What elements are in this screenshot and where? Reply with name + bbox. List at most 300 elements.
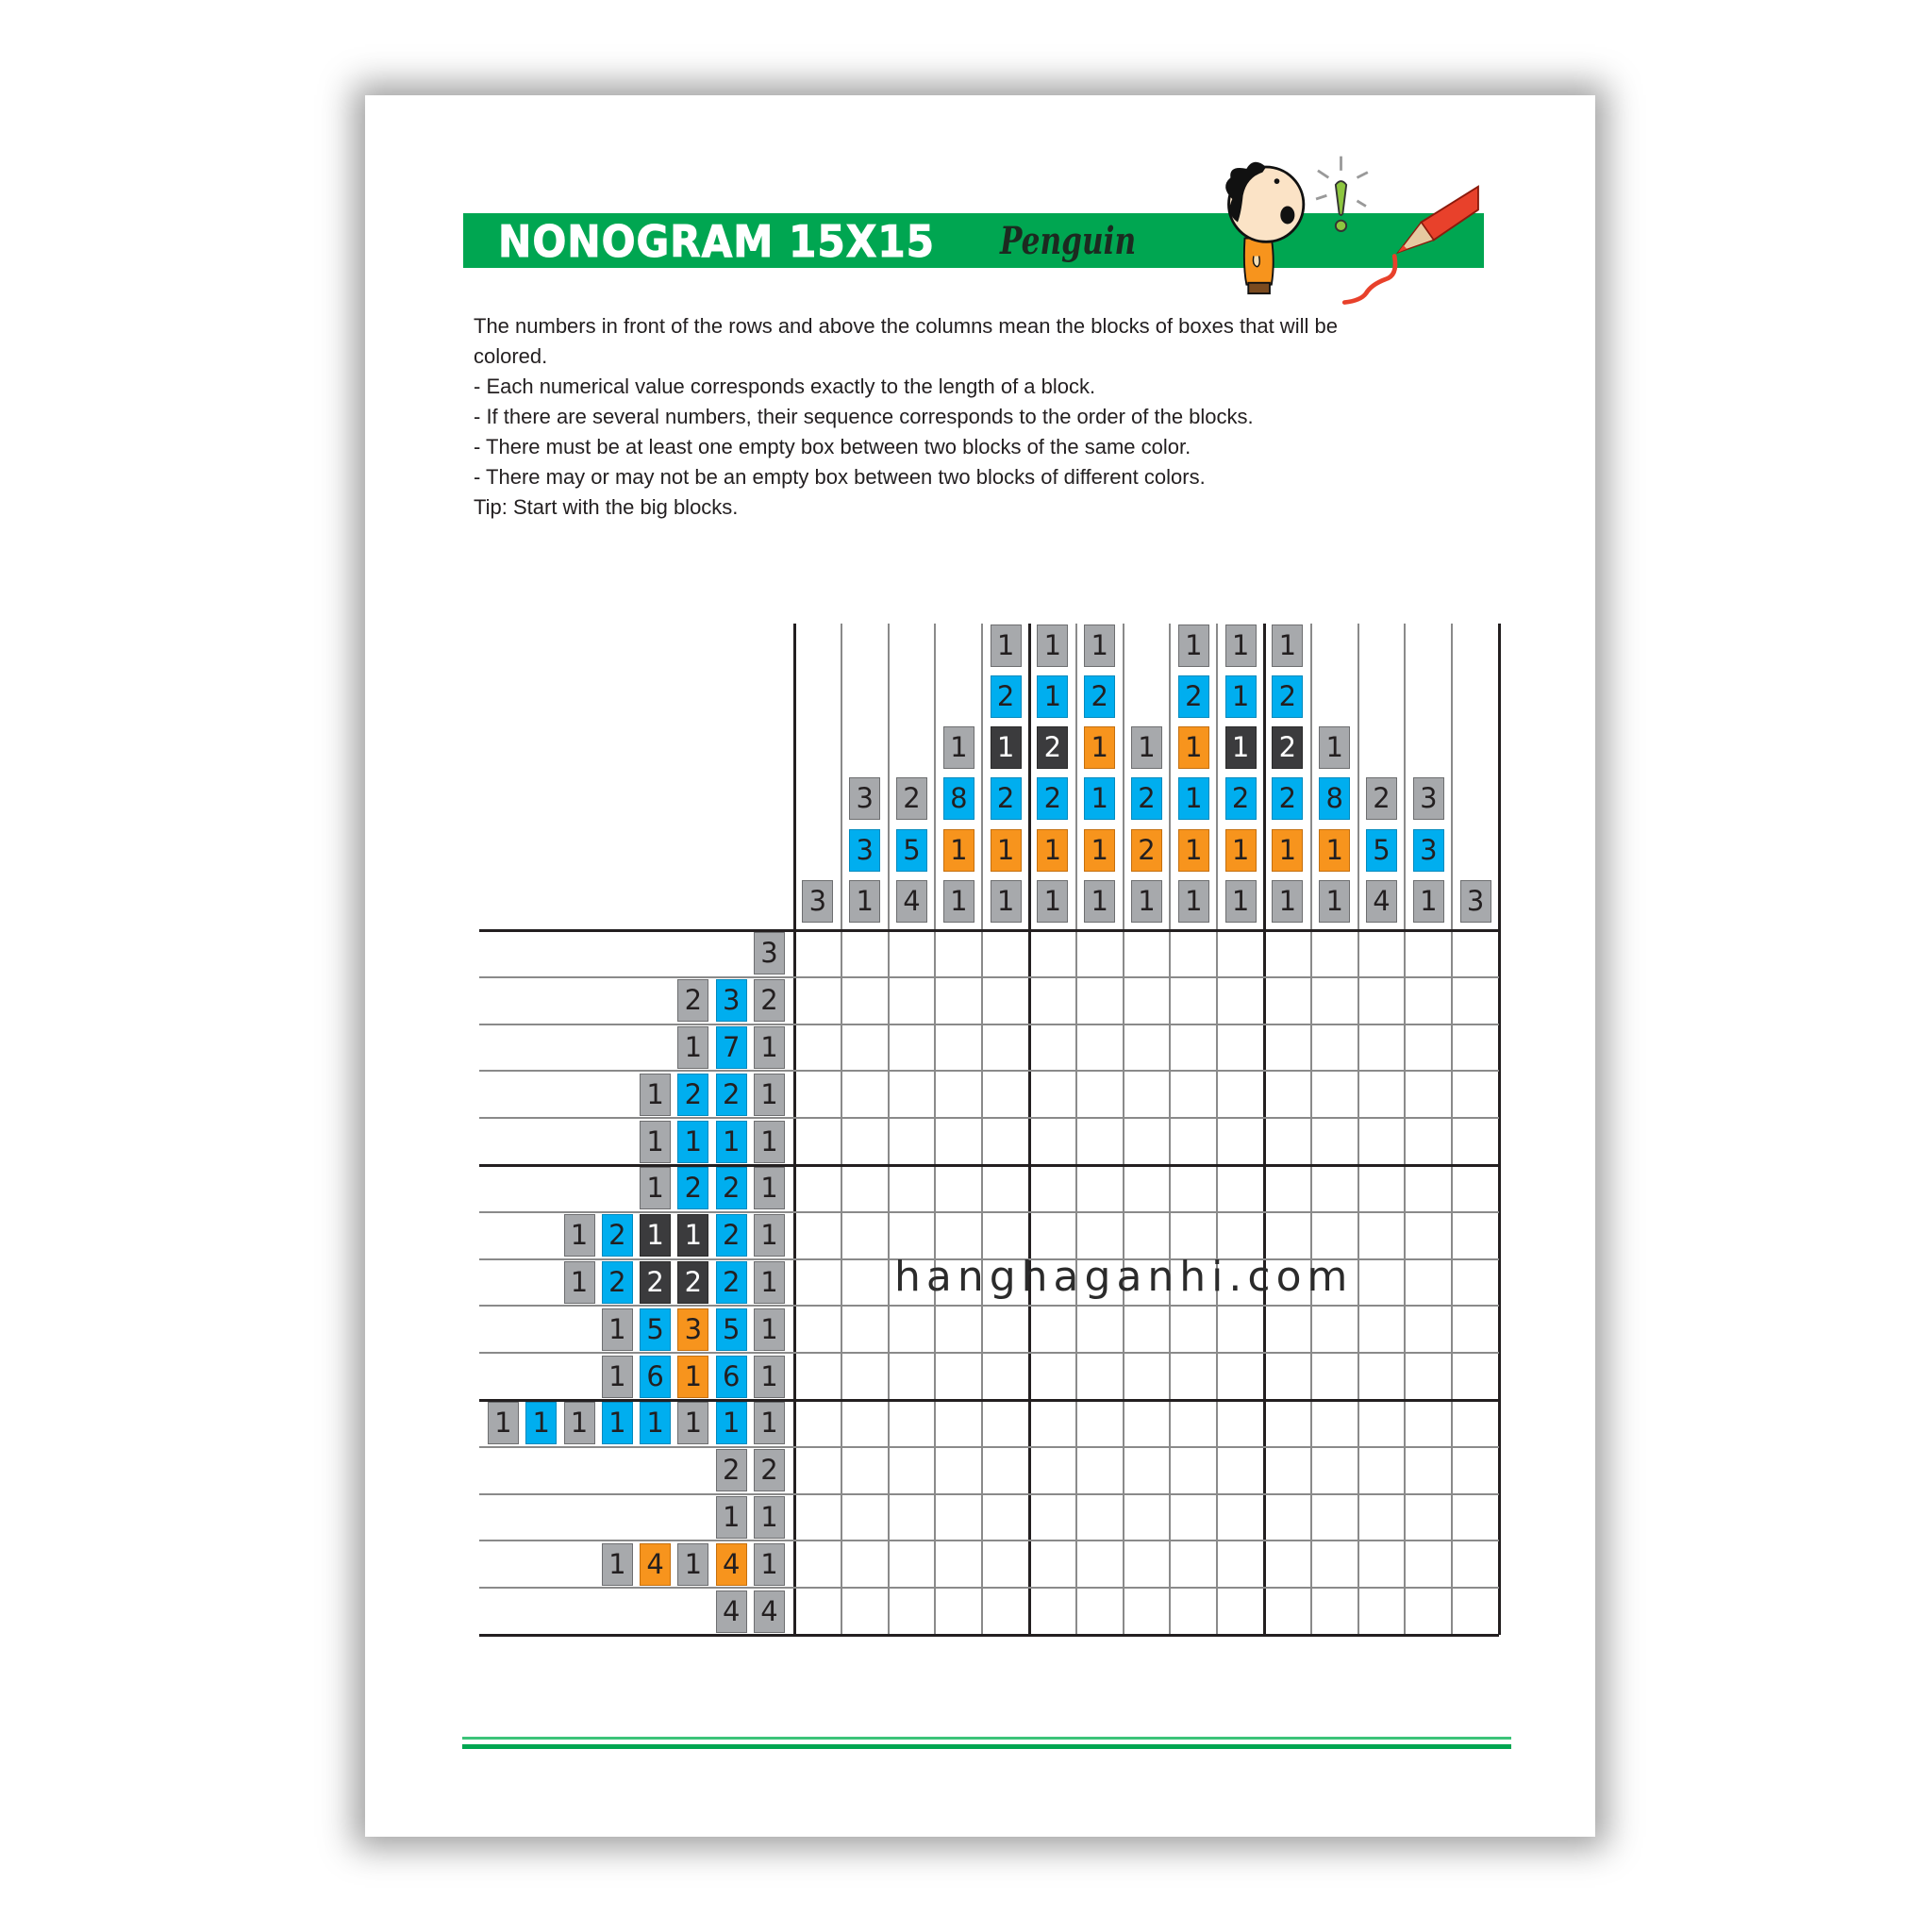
grid-cell[interactable] [1311, 1400, 1358, 1447]
grid-cell[interactable] [1405, 1024, 1452, 1072]
grid-cell[interactable] [935, 1588, 982, 1635]
grid-cell[interactable] [935, 1071, 982, 1118]
grid-cell[interactable] [1124, 1588, 1171, 1635]
row-clue-number: 1 [754, 1121, 785, 1163]
grid-cell[interactable] [1029, 1541, 1076, 1588]
grid-cell[interactable] [1029, 1071, 1076, 1118]
grid-cell[interactable] [1358, 1024, 1406, 1072]
grid-cell[interactable] [1170, 930, 1217, 977]
grid-cell[interactable] [1076, 1588, 1124, 1635]
row-clue-number: 1 [754, 1402, 785, 1444]
grid-cell[interactable] [889, 1447, 936, 1494]
grid-cell[interactable] [1358, 1165, 1406, 1212]
grid-cell[interactable] [1170, 1400, 1217, 1447]
grid-cell[interactable] [841, 1071, 889, 1118]
grid-cell[interactable] [1264, 1353, 1311, 1400]
grid-cell[interactable] [1452, 1118, 1499, 1165]
grid-cell[interactable] [1264, 1494, 1311, 1541]
grid-cell[interactable] [1076, 1447, 1124, 1494]
grid-cell[interactable] [935, 930, 982, 977]
grid-cell[interactable] [935, 1165, 982, 1212]
column-clue-number: 1 [1272, 880, 1303, 923]
grid-cell[interactable] [794, 1353, 841, 1400]
row-clue-number: 2 [677, 1074, 708, 1116]
grid-cell[interactable] [1452, 1024, 1499, 1072]
grid-cell[interactable] [794, 1494, 841, 1541]
grid-cell[interactable] [1170, 1118, 1217, 1165]
column-clue-number: 1 [1272, 829, 1303, 872]
footer-divider-thin [462, 1737, 1511, 1740]
grid-cell[interactable] [1452, 1494, 1499, 1541]
row-clue-number: 4 [640, 1543, 671, 1586]
column-clue-number: 8 [943, 777, 974, 820]
row-clue-number: 1 [677, 1214, 708, 1257]
grid-cell[interactable] [1358, 1259, 1406, 1307]
grid-cell[interactable] [982, 930, 1029, 977]
grid-cell[interactable] [841, 1306, 889, 1353]
grid-cell[interactable] [1358, 1400, 1406, 1447]
column-clue-number: 1 [1225, 880, 1257, 923]
row-clue-number: 1 [677, 1026, 708, 1069]
grid-cell[interactable] [841, 1165, 889, 1212]
grid-cell[interactable] [935, 1306, 982, 1353]
grid-cell[interactable] [982, 1306, 1029, 1353]
grid-cell[interactable] [1076, 1541, 1124, 1588]
grid-cell[interactable] [1170, 1353, 1217, 1400]
grid-cell[interactable] [1217, 930, 1264, 977]
grid-cell[interactable] [1217, 1024, 1264, 1072]
row-clue-number: 1 [677, 1356, 708, 1398]
grid-cell[interactable] [1452, 1306, 1499, 1353]
column-clue-number: 1 [1319, 726, 1350, 769]
grid-cell[interactable] [982, 1588, 1029, 1635]
row-clue-number: 2 [640, 1261, 671, 1304]
grid-cell[interactable] [1405, 1447, 1452, 1494]
grid-cell[interactable] [1170, 1306, 1217, 1353]
column-clue-number: 2 [991, 675, 1022, 718]
grid-cell[interactable] [1124, 1494, 1171, 1541]
column-clue-number: 1 [1037, 880, 1068, 923]
grid-cell[interactable] [1358, 1212, 1406, 1259]
puzzle-subtitle: Penguin [1000, 219, 1137, 263]
grid-cell[interactable] [1311, 1588, 1358, 1635]
grid-cell[interactable] [1264, 1071, 1311, 1118]
column-clue-number: 1 [991, 726, 1022, 769]
grid-cell[interactable] [1076, 1165, 1124, 1212]
row-clue-number: 1 [754, 1026, 785, 1069]
grid-cell[interactable] [935, 1400, 982, 1447]
grid-cell[interactable] [1029, 1024, 1076, 1072]
grid-cell[interactable] [1311, 1306, 1358, 1353]
row-clue-number: 7 [716, 1026, 747, 1069]
column-clue-number: 1 [991, 829, 1022, 872]
grid-cell[interactable] [794, 1165, 841, 1212]
grid-cell[interactable] [1124, 1118, 1171, 1165]
grid-cell[interactable] [1311, 1447, 1358, 1494]
row-clue-number: 1 [602, 1402, 633, 1444]
grid-cell[interactable] [1124, 977, 1171, 1024]
grid-cell[interactable] [1264, 1118, 1311, 1165]
column-clue-number: 5 [1366, 829, 1397, 872]
grid-cell[interactable] [794, 1024, 841, 1072]
grid-cell[interactable] [1029, 977, 1076, 1024]
grid-cell[interactable] [1311, 1353, 1358, 1400]
grid-cell[interactable] [1124, 1541, 1171, 1588]
grid-cell[interactable] [1170, 1447, 1217, 1494]
grid-cell[interactable] [1358, 977, 1406, 1024]
column-clue-number: 1 [1084, 726, 1115, 769]
grid-cell[interactable] [1452, 1071, 1499, 1118]
grid-cell[interactable] [889, 977, 936, 1024]
grid-cell[interactable] [1076, 1306, 1124, 1353]
grid-cell[interactable] [1405, 930, 1452, 977]
column-clue-number: 1 [1178, 777, 1209, 820]
grid-cell[interactable] [794, 1118, 841, 1165]
grid-cell[interactable] [1405, 1400, 1452, 1447]
column-clue-number: 2 [1178, 675, 1209, 718]
grid-cell[interactable] [982, 1447, 1029, 1494]
grid-cell[interactable] [1124, 1353, 1171, 1400]
grid-cell[interactable] [889, 1400, 936, 1447]
column-clue-number: 5 [896, 829, 927, 872]
watermark: hanghaganhi.com [894, 1253, 1354, 1301]
row-clue-number: 1 [602, 1543, 633, 1586]
grid-cell[interactable] [1405, 1259, 1452, 1307]
grid-cell[interactable] [1076, 930, 1124, 977]
grid-cell[interactable] [794, 1541, 841, 1588]
grid-cell[interactable] [1452, 1588, 1499, 1635]
column-clue-number: 4 [1366, 880, 1397, 923]
column-clue-number: 1 [1225, 625, 1257, 667]
grid-cell[interactable] [935, 1024, 982, 1072]
grid-cell[interactable] [889, 1165, 936, 1212]
column-clue-number: 1 [943, 880, 974, 923]
grid-cell[interactable] [794, 1212, 841, 1259]
grid-cell[interactable] [841, 1024, 889, 1072]
grid-cell[interactable] [1170, 1494, 1217, 1541]
grid-cell[interactable] [1076, 1024, 1124, 1072]
column-clue-number: 3 [1413, 829, 1444, 872]
column-clue-number: 1 [1084, 625, 1115, 667]
grid-cell[interactable] [1358, 1494, 1406, 1541]
grid-cell[interactable] [982, 1400, 1029, 1447]
instruction-line: colored. [474, 344, 548, 368]
row-clue-number: 1 [640, 1121, 671, 1163]
grid-cell[interactable] [1124, 1024, 1171, 1072]
row-clue-number: 1 [640, 1074, 671, 1116]
row-clue-number: 1 [640, 1214, 671, 1257]
column-clue-number: 1 [1084, 777, 1115, 820]
grid-cell[interactable] [1405, 977, 1452, 1024]
footer-divider-thick [462, 1744, 1511, 1749]
grid-cell[interactable] [982, 1071, 1029, 1118]
row-clue-number: 1 [754, 1167, 785, 1209]
grid-cell[interactable] [1311, 1541, 1358, 1588]
row-clue-number: 2 [602, 1261, 633, 1304]
row-clue-number: 2 [716, 1214, 747, 1257]
grid-cell[interactable] [1076, 1494, 1124, 1541]
grid-cell[interactable] [889, 1071, 936, 1118]
grid-cell[interactable] [841, 977, 889, 1024]
grid-cell[interactable] [889, 1494, 936, 1541]
grid-cell[interactable] [889, 1306, 936, 1353]
column-clue-number: 1 [991, 625, 1022, 667]
grid-cell[interactable] [982, 1118, 1029, 1165]
grid-cell[interactable] [1405, 1541, 1452, 1588]
instruction-line: - There must be at least one empty box between two blocks of the same color. [474, 435, 1191, 458]
grid-cell[interactable] [1311, 930, 1358, 977]
grid-cell[interactable] [841, 1541, 889, 1588]
grid-cell[interactable] [1217, 1306, 1264, 1353]
grid-cell[interactable] [1264, 1447, 1311, 1494]
row-clue-number: 1 [754, 1308, 785, 1351]
column-clue-number: 1 [1084, 880, 1115, 923]
grid-cell[interactable] [1029, 1353, 1076, 1400]
row-clue-number: 3 [716, 979, 747, 1022]
grid-cell[interactable] [889, 1118, 936, 1165]
grid-cell[interactable] [1170, 977, 1217, 1024]
column-clue-number: 4 [896, 880, 927, 923]
row-clue-number: 2 [677, 1261, 708, 1304]
row-clue-number: 5 [716, 1308, 747, 1351]
grid-cell[interactable] [1217, 1541, 1264, 1588]
grid-cell[interactable] [1358, 1353, 1406, 1400]
column-clue-number: 1 [1084, 829, 1115, 872]
row-clue-number: 1 [754, 1074, 785, 1116]
grid-cell[interactable] [841, 1212, 889, 1259]
grid-cell[interactable] [1029, 1447, 1076, 1494]
grid-cell[interactable] [982, 1165, 1029, 1212]
grid-cell[interactable] [982, 1494, 1029, 1541]
grid-cell[interactable] [794, 1447, 841, 1494]
grid-cell[interactable] [1311, 1165, 1358, 1212]
grid-cell[interactable] [1264, 1400, 1311, 1447]
grid-cell[interactable] [841, 1494, 889, 1541]
grid-cell[interactable] [1029, 930, 1076, 977]
grid-cell[interactable] [794, 930, 841, 977]
grid-cell[interactable] [1452, 977, 1499, 1024]
grid-cell[interactable] [1076, 977, 1124, 1024]
grid-cell[interactable] [982, 1353, 1029, 1400]
row-clue-number: 2 [716, 1261, 747, 1304]
grid-cell[interactable] [1124, 1400, 1171, 1447]
grid-cell[interactable] [794, 1259, 841, 1307]
column-clue-number: 1 [1178, 880, 1209, 923]
grid-cell[interactable] [1358, 1306, 1406, 1353]
grid-cell[interactable] [841, 1400, 889, 1447]
row-clue-number: 1 [754, 1496, 785, 1539]
grid-cell[interactable] [1452, 1259, 1499, 1307]
column-clue-number: 3 [802, 880, 833, 923]
column-clue-number: 2 [1131, 829, 1162, 872]
grid-cell[interactable] [1076, 1071, 1124, 1118]
grid-cell[interactable] [1124, 1165, 1171, 1212]
grid-cell[interactable] [1405, 1306, 1452, 1353]
column-clue-number: 2 [991, 777, 1022, 820]
grid-cell[interactable] [1358, 1071, 1406, 1118]
grid-cell[interactable] [1452, 1447, 1499, 1494]
grid-cell[interactable] [1124, 1447, 1171, 1494]
grid-cell[interactable] [982, 1024, 1029, 1072]
grid-cell[interactable] [1311, 977, 1358, 1024]
grid-cell[interactable] [1170, 1541, 1217, 1588]
row-clue-number: 2 [716, 1074, 747, 1116]
grid-cell[interactable] [982, 1541, 1029, 1588]
grid-cell[interactable] [1405, 1118, 1452, 1165]
row-clue-number: 1 [564, 1214, 595, 1257]
column-clue-number: 1 [1225, 829, 1257, 872]
row-clue-number: 1 [488, 1402, 519, 1444]
grid-cell[interactable] [1124, 930, 1171, 977]
grid-cell[interactable] [794, 1400, 841, 1447]
grid-cell[interactable] [935, 977, 982, 1024]
grid-cell[interactable] [1029, 1306, 1076, 1353]
grid-cell[interactable] [1217, 1494, 1264, 1541]
row-clue-number: 1 [754, 1543, 785, 1586]
grid-cell[interactable] [1029, 1400, 1076, 1447]
column-clue-number: 3 [849, 829, 880, 872]
grid-cell[interactable] [935, 1447, 982, 1494]
grid-cell[interactable] [1217, 1400, 1264, 1447]
row-clue-number: 1 [602, 1356, 633, 1398]
grid-cell[interactable] [1405, 1212, 1452, 1259]
grid-cell[interactable] [1170, 1165, 1217, 1212]
grid-cell[interactable] [794, 1306, 841, 1353]
column-clue-number: 1 [1178, 726, 1209, 769]
column-clue-number: 1 [1272, 625, 1303, 667]
grid-cell[interactable] [1358, 930, 1406, 977]
grid-cell[interactable] [1124, 1071, 1171, 1118]
row-clue-number: 5 [640, 1308, 671, 1351]
grid-cell[interactable] [1217, 1118, 1264, 1165]
grid-cell[interactable] [889, 930, 936, 977]
grid-cell[interactable] [1217, 1071, 1264, 1118]
instruction-line: - There may or may not be an empty box between two blocks of different colors. [474, 465, 1206, 489]
column-clue-number: 8 [1319, 777, 1350, 820]
grid-cell[interactable] [1358, 1447, 1406, 1494]
column-clue-number: 1 [1178, 625, 1209, 667]
grid-cell[interactable] [1124, 1306, 1171, 1353]
grid-cell[interactable] [794, 977, 841, 1024]
grid-cell[interactable] [889, 1353, 936, 1400]
grid-cell[interactable] [1358, 1118, 1406, 1165]
grid-cell[interactable] [1452, 1212, 1499, 1259]
grid-cell[interactable] [1217, 977, 1264, 1024]
grid-cell[interactable] [1217, 1353, 1264, 1400]
column-clue-number: 1 [943, 726, 974, 769]
grid-cell[interactable] [1452, 1165, 1499, 1212]
row-clue-number: 6 [640, 1356, 671, 1398]
grid-cell[interactable] [1311, 1494, 1358, 1541]
grid-cell[interactable] [1264, 1165, 1311, 1212]
column-clue-number: 1 [1131, 880, 1162, 923]
grid-cell[interactable] [1264, 1024, 1311, 1072]
grid-cell[interactable] [841, 1259, 889, 1307]
column-clue-number: 1 [1037, 625, 1068, 667]
grid-cell[interactable] [1029, 1118, 1076, 1165]
row-clue-number: 1 [754, 1261, 785, 1304]
column-clue-number: 1 [1178, 829, 1209, 872]
grid-cell[interactable] [794, 1071, 841, 1118]
grid-cell[interactable] [1311, 1024, 1358, 1072]
grid-cell[interactable] [1076, 1400, 1124, 1447]
grid-cell[interactable] [1405, 1165, 1452, 1212]
row-clue-number: 1 [754, 1356, 785, 1398]
grid-cell[interactable] [1076, 1118, 1124, 1165]
tip-line: Tip: Start with the big blocks. [474, 495, 739, 519]
grid-cell[interactable] [1170, 1071, 1217, 1118]
column-clue-number: 2 [1272, 726, 1303, 769]
grid-cell[interactable] [1311, 1071, 1358, 1118]
grid-cell[interactable] [1358, 1541, 1406, 1588]
grid-cell[interactable] [889, 1588, 936, 1635]
grid-cell[interactable] [1452, 1541, 1499, 1588]
grid-cell[interactable] [841, 1353, 889, 1400]
grid-cell[interactable] [1217, 1165, 1264, 1212]
grid-cell[interactable] [1452, 1400, 1499, 1447]
grid-cell[interactable] [935, 1494, 982, 1541]
grid-cell[interactable] [1405, 1494, 1452, 1541]
row-clue-number: 1 [640, 1167, 671, 1209]
row-clue-number: 1 [564, 1261, 595, 1304]
grid-cell[interactable] [1170, 1588, 1217, 1635]
grid-cell[interactable] [1264, 930, 1311, 977]
grid-cell[interactable] [1029, 1165, 1076, 1212]
grid-cell[interactable] [1311, 1118, 1358, 1165]
grid-cell[interactable] [935, 1118, 982, 1165]
grid-cell[interactable] [841, 1447, 889, 1494]
row-clue-number: 4 [716, 1543, 747, 1586]
mascot-illustration-icon [1198, 151, 1500, 311]
grid-cell[interactable] [889, 1541, 936, 1588]
row-clue-number: 1 [716, 1496, 747, 1539]
grid-cell[interactable] [794, 1588, 841, 1635]
grid-cell[interactable] [935, 1353, 982, 1400]
grid-cell[interactable] [1405, 1071, 1452, 1118]
grid-cell[interactable] [1264, 1541, 1311, 1588]
grid-cell[interactable] [1076, 1353, 1124, 1400]
grid-cell[interactable] [1264, 1306, 1311, 1353]
grid-cell[interactable] [1264, 1588, 1311, 1635]
instructions [474, 311, 1474, 523]
grid-cell[interactable] [1358, 1588, 1406, 1635]
row-clue-number: 2 [754, 979, 785, 1022]
grid-cell[interactable] [841, 930, 889, 977]
grid-cell[interactable] [1452, 1353, 1499, 1400]
grid-cell[interactable] [1264, 977, 1311, 1024]
row-clue-number: 1 [525, 1402, 557, 1444]
grid-cell[interactable] [889, 1024, 936, 1072]
grid-cell[interactable] [1170, 1024, 1217, 1072]
row-clue-number: 3 [677, 1308, 708, 1351]
grid-cell[interactable] [1452, 930, 1499, 977]
grid-cell[interactable] [935, 1541, 982, 1588]
grid-cell[interactable] [1405, 1588, 1452, 1635]
grid-cell[interactable] [1217, 1447, 1264, 1494]
grid-cell[interactable] [1405, 1353, 1452, 1400]
column-clue-number: 3 [1460, 880, 1491, 923]
grid-cell[interactable] [841, 1588, 889, 1635]
grid-cell[interactable] [1029, 1588, 1076, 1635]
row-clue-number: 2 [754, 1449, 785, 1491]
page-title: NONOGRAM 15X15 [498, 216, 936, 267]
grid-cell[interactable] [841, 1118, 889, 1165]
row-clue-number: 2 [716, 1167, 747, 1209]
grid-cell[interactable] [982, 977, 1029, 1024]
grid-cell[interactable] [1029, 1494, 1076, 1541]
column-clue-number: 2 [1084, 675, 1115, 718]
grid-cell[interactable] [1217, 1588, 1264, 1635]
